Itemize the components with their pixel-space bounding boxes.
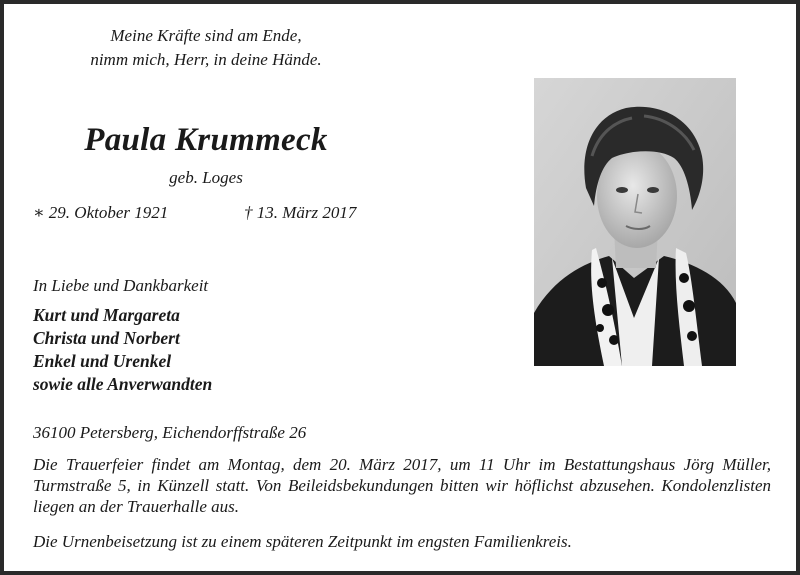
mourner-name: Christa und Norbert [33, 328, 180, 348]
verse-line-1: Meine Kräfte sind am Ende, [110, 26, 302, 45]
mourner-name: Kurt und Margareta [33, 305, 180, 325]
mourner-name: Enkel und Urenkel [33, 351, 172, 371]
birth-date: ∗ 29. Oktober 1921 [33, 203, 169, 222]
funeral-notice: Die Trauerfeier findet am Montag, dem 20. März 2017, um 11 Uhr im Bestattungshaus Jörg Müller, Turmstraße 5, in Künzell statt. Von Beileidsbekundungen bitten wir höflichst abzusehen. Kondolenzlisten liegen an der Trauerhalle aus. [33, 455, 771, 516]
mourners-intro: In Liebe und Dankbarkeit [33, 276, 209, 295]
mourner-name: sowie alle Anverwandten [33, 374, 213, 394]
urn-notice: Die Urnenbeisetzung ist zu einem späteren Zeitpunkt im engsten Familienkreis. [33, 532, 572, 551]
death-date: † 13. März 2017 [244, 203, 357, 222]
portrait-photo [534, 78, 736, 366]
deceased-name: Paula Krummeck [84, 122, 328, 158]
verse-line-2: nimm mich, Herr, in deine Hände. [90, 50, 322, 69]
portrait-image [534, 78, 736, 366]
maiden-name: geb. Loges [169, 168, 243, 187]
family-address: 36100 Petersberg, Eichendorffstraße 26 [33, 423, 307, 442]
